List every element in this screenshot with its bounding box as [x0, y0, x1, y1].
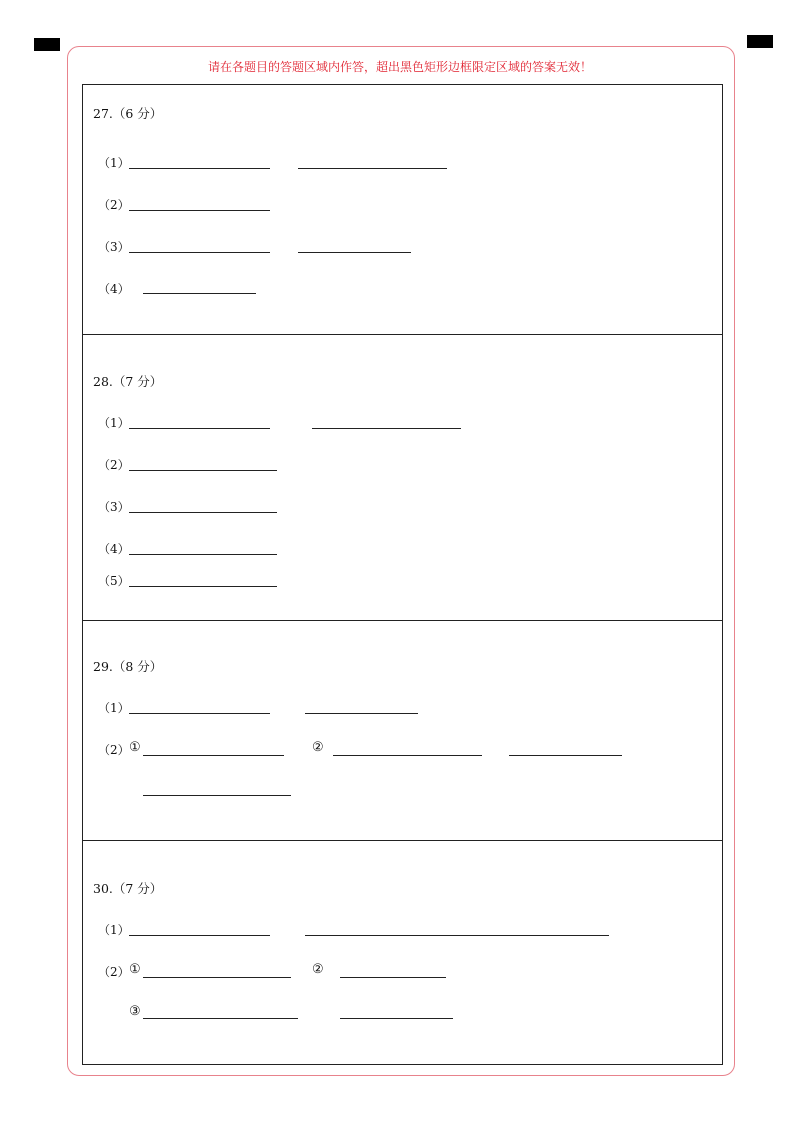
question-29-box — [82, 620, 723, 841]
q27-part-3-answer-line-b[interactable] — [298, 252, 411, 253]
q30-part-2-label: （2） — [98, 965, 130, 979]
q28-part-2-answer-line[interactable] — [129, 470, 277, 471]
q27-part-2-label: （2） — [98, 198, 130, 212]
q29-part-2-answer-line-4[interactable] — [143, 795, 291, 796]
q27-part-1-label: （1） — [98, 156, 130, 170]
q27-part-2-answer-line[interactable] — [129, 210, 270, 211]
q28-part-5-label: （5） — [98, 574, 130, 588]
q30-part-2-answer-line-2[interactable] — [340, 977, 446, 978]
q28-part-3-answer-line[interactable] — [129, 512, 277, 513]
question-30-box — [82, 840, 723, 1065]
q28-part-3-label: （3） — [98, 500, 130, 514]
q28-part-5-answer-line[interactable] — [129, 586, 277, 587]
question-28-box — [82, 334, 723, 621]
q27-part-3-answer-line-a[interactable] — [129, 252, 270, 253]
question-28-title: 28.（7 分） — [93, 374, 163, 389]
q27-part-4-answer-line[interactable] — [143, 293, 256, 294]
q29-part-1-answer-line-b[interactable] — [305, 713, 418, 714]
q27-part-4-label: （4） — [98, 282, 130, 296]
q29-part-2-answer-line-1[interactable] — [143, 755, 284, 756]
q28-part-1-answer-line-a[interactable] — [129, 428, 270, 429]
alignment-mark-left — [34, 38, 60, 51]
q30-part-1-answer-line-a[interactable] — [129, 935, 270, 936]
question-29-title: 29.（8 分） — [93, 659, 163, 674]
q29-part-1-label: （1） — [98, 701, 130, 715]
question-30-title: 30.（7 分） — [93, 881, 163, 896]
q28-part-4-label: （4） — [98, 542, 130, 556]
q28-part-2-label: （2） — [98, 458, 130, 472]
q30-part-2-answer-line-3[interactable] — [143, 1018, 298, 1019]
q30-part-2-answer-line-1[interactable] — [143, 977, 291, 978]
q28-part-1-answer-line-b[interactable] — [312, 428, 461, 429]
q28-part-4-answer-line[interactable] — [129, 554, 277, 555]
q27-part-1-answer-line-a[interactable] — [129, 168, 270, 169]
question-27-title: 27.（6 分） — [93, 106, 163, 121]
q30-part-2-answer-line-4[interactable] — [340, 1018, 453, 1019]
q29-part-1-answer-line-a[interactable] — [129, 713, 270, 714]
q27-part-3-label: （3） — [98, 240, 130, 254]
q29-part-2-answer-line-2[interactable] — [333, 755, 482, 756]
q29-part-2-answer-line-3[interactable] — [509, 755, 622, 756]
answer-region-warning: 请在各题目的答题区域内作答，超出黑色矩形边框限定区域的答案无效！ — [207, 60, 592, 74]
q29-part-2-label: （2） — [98, 743, 130, 757]
q30-part-2-circled-2: ② — [312, 962, 324, 977]
q28-part-1-label: （1） — [98, 416, 130, 430]
q30-part-2-circled-1: ① — [129, 962, 141, 977]
question-27-box — [82, 84, 723, 335]
q29-part-2-circled-1: ① — [129, 740, 141, 755]
alignment-mark-right — [747, 35, 773, 48]
q30-part-1-answer-line-b[interactable] — [305, 935, 609, 936]
q30-part-1-label: （1） — [98, 923, 130, 937]
q29-part-2-circled-2: ② — [312, 740, 324, 755]
q30-part-2-circled-3: ③ — [129, 1004, 141, 1019]
q27-part-1-answer-line-b[interactable] — [298, 168, 447, 169]
